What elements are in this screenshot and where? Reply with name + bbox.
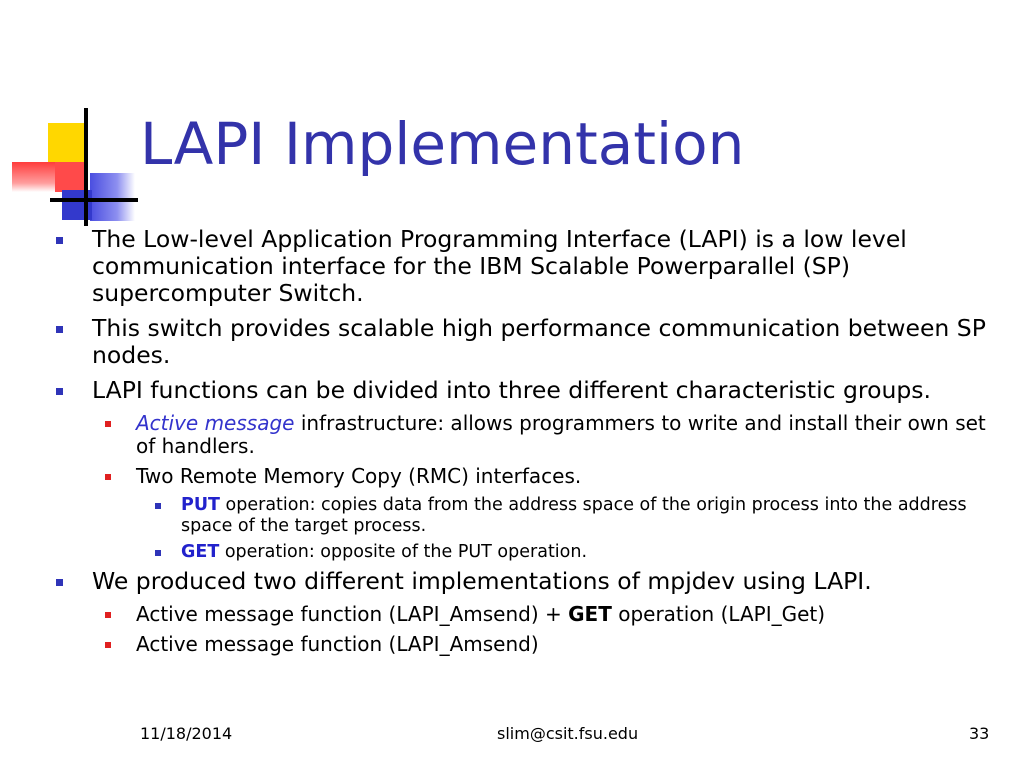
slide-logo-decoration <box>0 0 150 240</box>
square-bullet-icon <box>56 237 63 244</box>
square-bullet-icon <box>56 579 63 586</box>
square-bullet-icon <box>56 326 63 333</box>
sub-bullet-item <box>50 603 1010 626</box>
bullet-text: operation: copies data from the address space of the origin process into the address space of the target process. <box>181 495 967 536</box>
active-message-emphasis: Active message <box>136 411 295 435</box>
footer-date: 11/18/2014 <box>140 724 233 743</box>
bullet-text: We produced two different implementations of mpjdev using LAPI. <box>92 567 872 595</box>
bullet-text: operation: opposite of the PUT operation. <box>219 542 588 562</box>
bullet-item <box>50 226 1010 307</box>
sub-sub-bullet-item <box>50 495 1010 537</box>
get-keyword: GET <box>568 602 612 626</box>
bullet-text: infrastructure: allows programmers to write and install their own set of handlers. <box>136 411 986 458</box>
bullet-item <box>50 377 1010 404</box>
square-bullet-icon <box>105 474 111 480</box>
bullet-text: This switch provides scalable high performance communication between SP nodes. <box>92 314 986 369</box>
bullet-text: The Low-level Application Programming Interface (LAPI) is a low level communication interface for the IBM Scalable Powerparallel (SP) supercomputer Switch. <box>92 225 907 307</box>
slide-content <box>50 226 1010 663</box>
get-keyword: GET <box>181 542 220 562</box>
sub-sub-bullet-item <box>50 542 1010 563</box>
footer-page-number: 33 <box>969 724 990 743</box>
sub-bullet-item <box>50 412 1010 458</box>
square-bullet-icon <box>155 550 161 556</box>
vertical-line-decoration <box>84 108 88 226</box>
sub-bullet-item <box>50 465 1010 488</box>
square-bullet-icon <box>56 388 63 395</box>
blue-gradient-decoration <box>90 173 135 221</box>
bullet-item <box>50 315 1010 369</box>
bullet-text: operation (LAPI_Get) <box>611 602 826 626</box>
bullet-text: Active message function (LAPI_Amsend) + <box>136 602 569 626</box>
bullet-item <box>50 568 1010 595</box>
horizontal-line-decoration <box>50 198 138 202</box>
square-bullet-icon <box>155 503 161 509</box>
footer-email: slim@csit.fsu.edu <box>497 724 639 743</box>
put-keyword: PUT <box>181 495 220 515</box>
red-square-decoration <box>55 162 85 192</box>
square-bullet-icon <box>105 642 111 648</box>
bullet-text: LAPI functions can be divided into three different characteristic groups. <box>92 376 931 404</box>
square-bullet-icon <box>105 612 111 618</box>
square-bullet-icon <box>105 421 111 427</box>
bullet-text: Active message function (LAPI_Amsend) <box>136 632 539 656</box>
bullet-text: Two Remote Memory Copy (RMC) interfaces. <box>136 464 582 488</box>
slide-title: LAPI Implementation <box>140 110 745 178</box>
sub-bullet-item <box>50 633 1010 656</box>
